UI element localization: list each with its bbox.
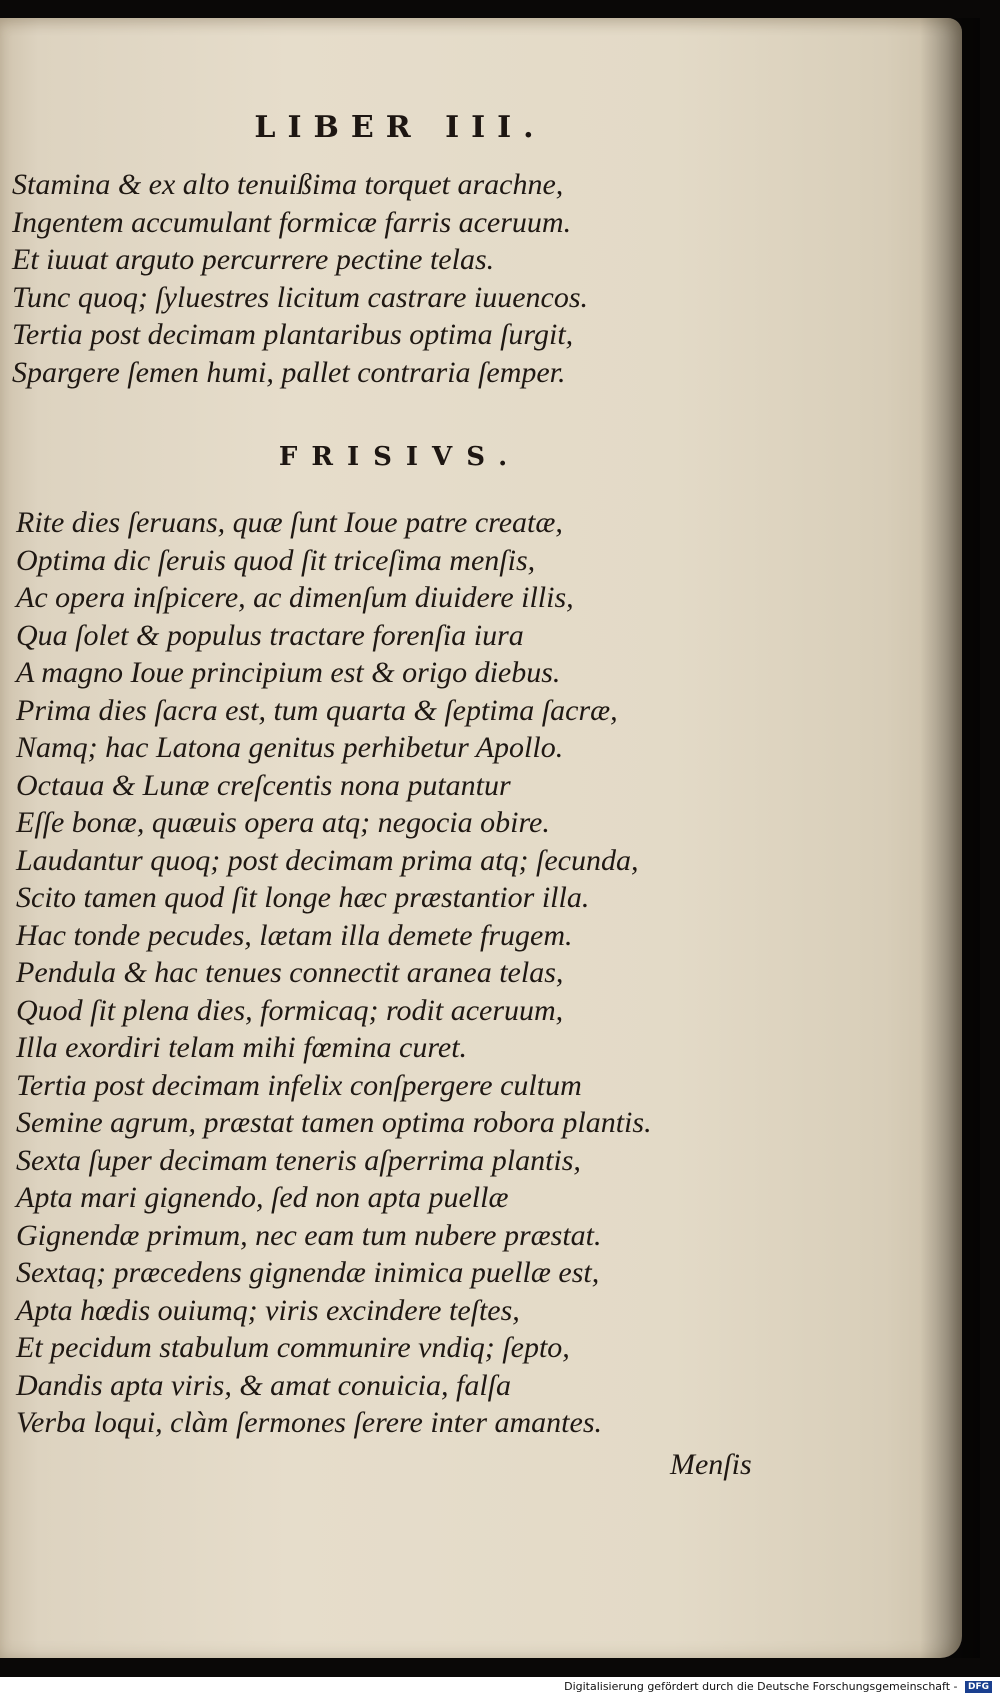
verse-line: Eſſe bonæ, quæuis opera atq; negocia obire. xyxy=(16,806,550,839)
verse-line: Rite dies ſeruans, quæ ſunt Ioue patre creatæ, xyxy=(16,506,563,539)
verse-line: Octaua & Lunæ creſcentis nona putantur xyxy=(16,768,511,802)
verse-line: Namq; hac Latona genitus perhibetur Apollo. xyxy=(16,731,564,764)
verse-line: Illa exordiri telam mihi fœmina curet. xyxy=(16,1031,468,1064)
verse-line: Spargere ſemen humi, pallet contraria ſemper. xyxy=(12,355,566,389)
credit-text: Digitalisierung gefördert durch die Deutsche Forschungsgemeinschaft - xyxy=(564,1680,958,1693)
verse-line: Prima dies ſacra est, tum quarta & ſeptima ſacræ, xyxy=(16,693,618,727)
verse-line: Tunc quoq; ſyluestres licitum castrare iuuencos. xyxy=(12,280,589,314)
running-header: LIBER III. xyxy=(254,110,546,145)
verse-line: Apta hœdis ouiumq; viris excindere teſtes, xyxy=(16,1293,520,1327)
verse-line: Sexta ſuper decimam teneris aſperrima plantis, xyxy=(16,1143,581,1177)
verse-block-1 xyxy=(12,166,588,391)
verse-line: Optima dic ſeruis quod ſit triceſima menſis, xyxy=(16,543,536,577)
dfg-logo-icon: DFG xyxy=(965,1681,992,1693)
verse-line: Tertia post decimam plantaribus optima ſurgit, xyxy=(12,318,574,351)
verse-line: Qua ſolet & populus tractare forenſia iura xyxy=(16,618,524,652)
verse-line: Hac tonde pecudes, lætam illa demete frugem. xyxy=(16,918,573,952)
digitization-credit xyxy=(0,1677,1000,1697)
verse-line: Pendula & hac tenues connectit aranea telas, xyxy=(16,956,564,989)
verse-line: Tertia post decimam infelix conſpergere cultum xyxy=(16,1068,582,1102)
verse-line: Et pecidum stabulum communire vndiq; ſepto, xyxy=(16,1331,570,1364)
section-title: FRISIVS. xyxy=(278,442,522,472)
verse-line: Ingentem accumulant formicæ farris aceruum. xyxy=(12,205,572,239)
verse-line: Verba loqui, clàm ſermones ſerere inter amantes. xyxy=(16,1406,603,1439)
verse-line: Stamina & ex alto tenuißima torquet arachne, xyxy=(12,168,564,201)
catchword: Menſis xyxy=(670,1448,752,1481)
verse-line: Ac opera inſpicere, ac dimenſum diuidere illis, xyxy=(16,581,574,614)
verse-line: Laudantur quoq; post decimam prima atq; ſecunda, xyxy=(16,843,639,877)
verse-line: Scito tamen quod ſit longe hæc præstantior illa. xyxy=(16,881,590,914)
verse-line: Gignendæ primum, nec eam tum nubere præstat. xyxy=(16,1218,602,1252)
verse-line: Et iuuat arguto percurrere pectine telas. xyxy=(12,243,495,276)
verse-line: A magno Ioue principium est & origo diebus. xyxy=(16,656,561,689)
book-page xyxy=(0,18,962,1658)
verse-line: Quod ſit plena dies, formicaq; rodit aceruum, xyxy=(16,993,564,1027)
page-edge-shadow xyxy=(920,18,980,1658)
verse-line: Semine agrum, præstat tamen optima robora plantis. xyxy=(16,1106,652,1139)
verse-block-2 xyxy=(16,504,652,1442)
verse-line: Apta mari gignendo, ſed non apta puellæ xyxy=(16,1181,509,1214)
verse-line: Sextaq; præcedens gignendæ inimica puellæ est, xyxy=(16,1256,600,1289)
verse-line: Dandis apta viris, & amat conuicia, falſa xyxy=(16,1368,511,1402)
